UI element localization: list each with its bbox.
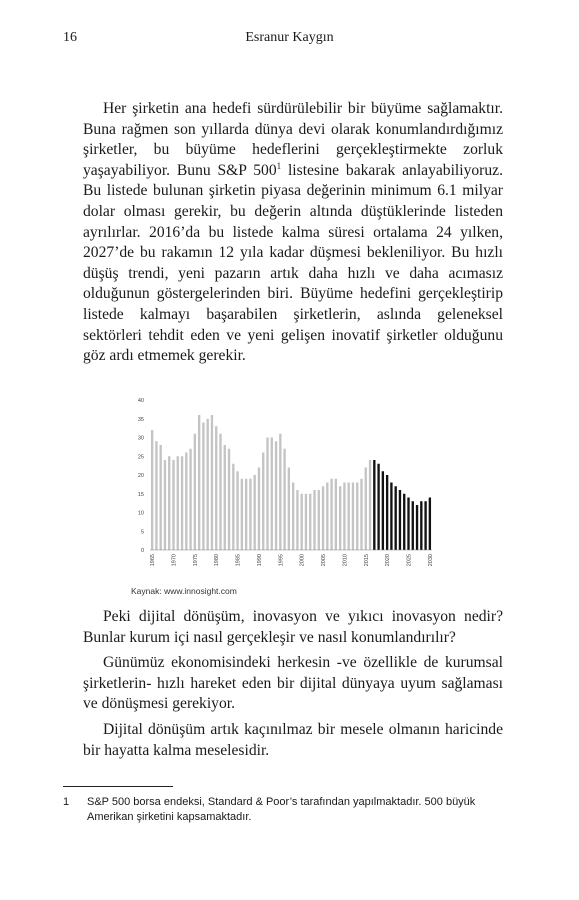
bar-forecast [424,501,426,550]
x-tick-label: 1965 [150,554,157,567]
bar-historical [232,464,234,550]
bar-forecast [390,483,392,551]
footnote-text: S&P 500 borsa endeksi, Standard & Poor’s tarafından yapılmaktadır. 500 büyük Amerikan şirketini kapsamaktadır. [87,796,476,823]
bar-historical [185,453,187,551]
chart-svg [130,390,444,590]
x-tick-label: 1970 [171,554,178,567]
y-tick-label: 25 [137,454,144,461]
bar-historical [352,483,354,551]
y-tick-label: 5 [140,529,144,536]
x-tick-label: 1975 [192,554,199,567]
footnote-divider [63,786,173,787]
bar-forecast [420,501,422,550]
bar-historical [309,494,311,550]
bar-historical [279,434,281,550]
bar-historical [151,430,153,550]
bar-historical [224,445,226,550]
bar-historical [202,423,204,551]
bar-forecast [395,486,397,550]
bar-historical [296,490,298,550]
paragraph-sp500-text-b: listesine bakarak anlayabiliyoruz. Bu listede bulunan şirketin piyasa değerinin minimum 6.1 milyar dolar olması gerekir, bu değerin altında düştüklerinde listeden ayrılırlar. 2016’da bu listede kalma süresi ortalama 24 yılken, 2027’de bu rakamın 12 yıla kadar düşmesi bekleniliyor. Bu hızlı düşüş trendi, yeni pazarın artık daha hızlı ve daha acımasız olduğunun göstergelerinden biri. Büyüme hedefini gerçekleştirip listede kalmayı başarabilen şirketlerin, aslında geleneksel sektörleri tehdit eden ve yeni gelişen inovatif şirketler olduğunu göz ardı etmemek gerekir. [83,161,503,365]
bar-historical [181,456,183,550]
y-tick-label: 30 [137,435,144,442]
footnote-ref[interactable]: 1 [276,160,282,171]
bar-historical [194,434,196,550]
bar-forecast [407,498,409,551]
bar-forecast [373,460,375,550]
y-tick-label: 35 [137,416,144,423]
bar-historical [155,441,157,550]
bar-historical [189,449,191,550]
bar-historical [365,468,367,551]
bar-historical [262,453,264,551]
bar-forecast [386,475,388,550]
x-tick-label: 2025 [406,554,413,567]
x-tick-label: 2030 [427,554,434,567]
bar-historical [211,415,213,550]
x-tick-label: 1995 [278,554,285,567]
bar-historical [219,434,221,550]
bar-historical [160,445,162,550]
y-tick-label: 20 [137,473,144,479]
bar-historical [335,479,337,550]
page-header [63,30,516,50]
bar-forecast [399,490,401,550]
bar-historical [172,460,174,550]
bar-historical [258,468,260,551]
sp500-tenure-chart [130,390,444,600]
bar-historical [215,426,217,550]
bar-historical [249,479,251,550]
bar-forecast [403,494,405,550]
y-tick-label: 40 [137,398,144,404]
bar-historical [168,456,170,550]
bar-forecast [429,498,431,551]
x-tick-label: 1980 [214,554,221,567]
paragraph-sp500 [83,99,503,367]
bar-historical [207,419,209,550]
y-tick-label: 10 [137,510,144,517]
x-tick-label: 2005 [321,554,328,567]
bar-historical [348,483,350,551]
running-head: Esranur Kaygın [245,30,334,45]
bar-historical [245,479,247,550]
bar-historical [271,438,273,551]
y-tick-label: 15 [137,491,144,498]
page-number: 16 [63,30,77,45]
bar-historical [322,486,324,550]
bar-historical [369,460,371,550]
bar-historical [198,415,200,550]
bar-historical [275,441,277,550]
bar-historical [326,483,328,551]
bar-forecast [382,471,384,550]
bar-historical [356,483,358,551]
footnote [63,795,503,825]
bar-historical [313,490,315,550]
bar-historical [266,438,268,551]
body-paragraphs [83,607,503,761]
x-tick-label: 2020 [385,554,392,567]
bar-historical [360,479,362,550]
bar-historical [236,471,238,550]
bar-historical [339,486,341,550]
footnote-number: 1 [63,796,70,808]
bar-forecast [377,464,379,550]
paragraph-sp500-text-a: Her şirketin ana hedefi sürdürülebilir bir büyüme sağlamaktır. Buna rağmen son yıllarda dünya devi olarak konumlandırdığımız şirketler, bu büyüme hedeflerini gerçekleştirmekte zorluk yaşayabiliyor. Bunu S&P 500 [83,100,503,179]
bar-historical [292,483,294,551]
paragraph-question: Peki dijital dönüşüm, inovasyon ve yıkıcı inovasyon nedir? Bunlar kurum içi nasıl gerçekleşir ve nasıl konumlandırılır? [83,608,503,646]
bar-historical [330,479,332,550]
x-tick-label: 1985 [235,554,242,567]
bar-historical [305,494,307,550]
chart-source: Kaynak: www.innosight.com [131,586,237,596]
bar-historical [283,449,285,550]
bar-forecast [416,505,418,550]
bar-historical [177,456,179,550]
bar-historical [228,449,230,550]
x-tick-label: 2010 [342,554,349,567]
bar-forecast [412,501,414,550]
bar-historical [254,475,256,550]
bar-historical [301,494,303,550]
bar-historical [164,460,166,550]
bar-historical [343,483,345,551]
bar-historical [288,468,290,551]
x-tick-label: 2015 [363,554,370,567]
bar-historical [318,490,320,550]
y-tick-label: 0 [140,548,144,554]
x-tick-label: 2000 [299,554,306,567]
x-tick-label: 1990 [256,554,263,567]
bar-historical [241,479,243,550]
paragraph-economy: Günümüz ekonomisindeki herkesin -ve özellikle de kurumsal şirketlerin- hızlı hareket eden bir dijital dünyaya uyum sağlaması ve dönüşmesi gerekiyor. [83,654,503,713]
paragraph-survival: Dijital dönüşüm artık kaçınılmaz bir mesele olmanın haricinde bir hayatta kalma meselesidir. [83,720,503,759]
